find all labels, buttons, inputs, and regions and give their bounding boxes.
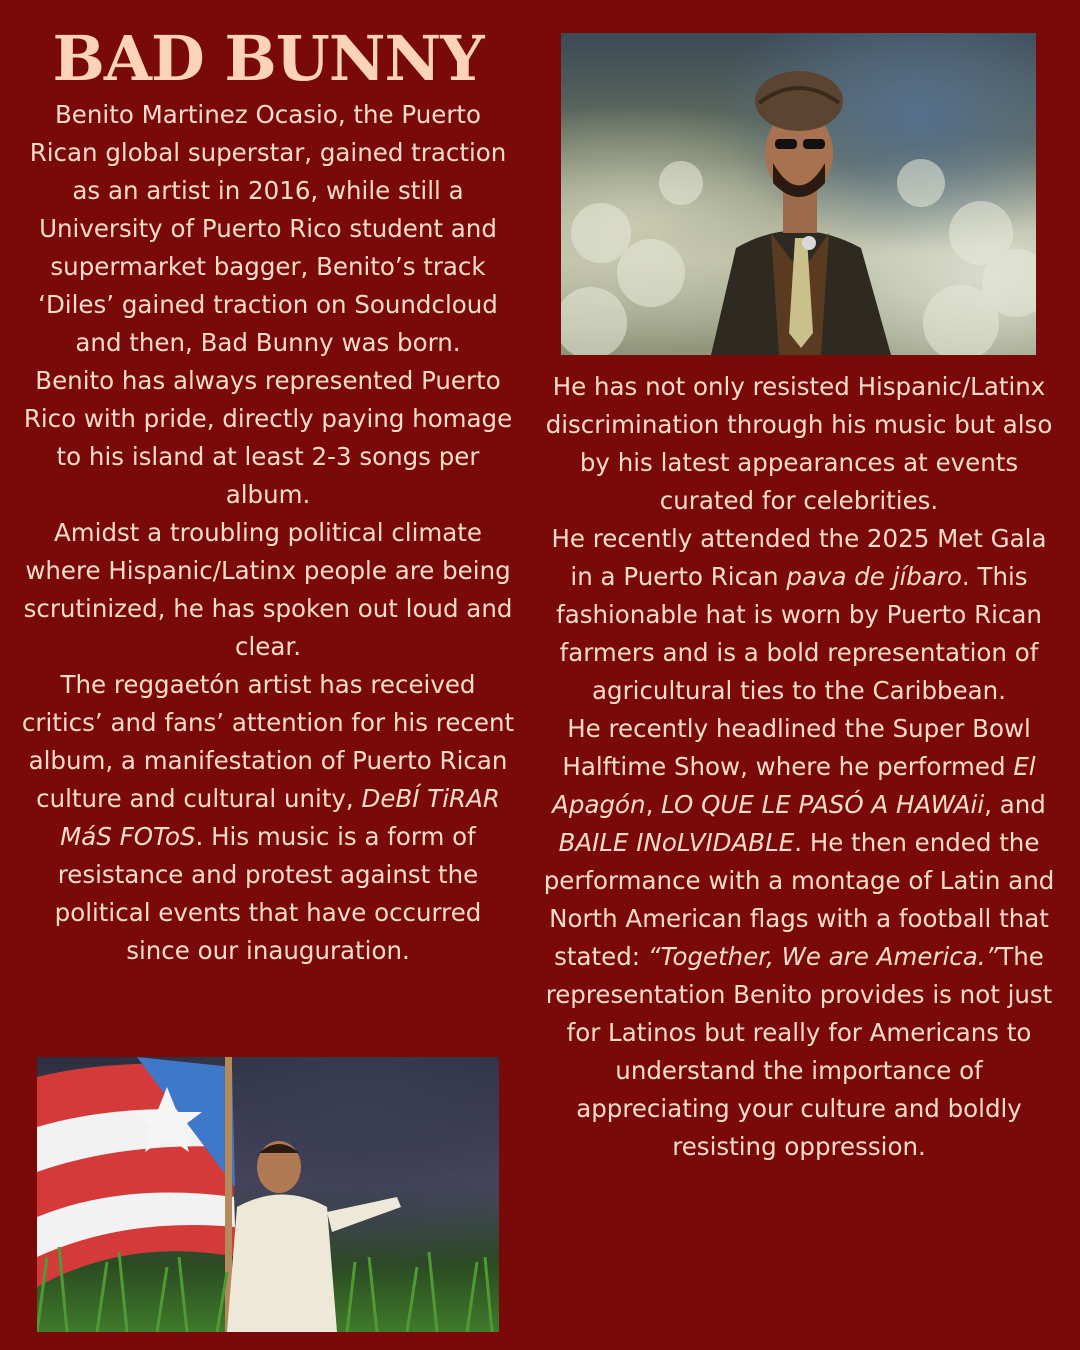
met-gala-photo — [561, 33, 1036, 355]
song-baile-inolvidable: BAILE INoLVIDABLE — [558, 828, 795, 857]
super-bowl-illustration — [37, 1057, 499, 1332]
left-column — [20, 22, 516, 970]
right-column — [538, 368, 1060, 1166]
page-title: BAD BUNNY — [52, 22, 484, 95]
hat-name: pava de jíbaro — [786, 562, 962, 591]
met-gala-illustration — [561, 33, 1036, 355]
paragraph-pride: Benito has always represented Puerto Rico with pride, directly paying homage to his island at least 2-3 songs per album. — [23, 366, 513, 509]
album-title: DeBÍ TiRAR MáS FOToS — [60, 784, 500, 851]
song-lo-que-le-paso: LO QUE LE PASÓ A HAWAii — [661, 790, 985, 819]
song-el-apagon: El Apagón — [552, 752, 1036, 819]
right-body — [538, 368, 1060, 1166]
paragraph-political-climate: Amidst a troubling political climate where Hispanic/Latinx people are being scrutinized, he has spoken out loud and clear. — [23, 518, 513, 661]
left-body — [20, 96, 516, 970]
paragraph-origin: Benito Martinez Ocasio, the Puerto Rican global superstar, gained traction as an artist in 2016, while still a University of Puerto Rico student and supermarket bagger, Benito’s track ‘Diles’ gained traction on Soundcloud and then, Bad Bunny was born. — [29, 100, 507, 357]
football-quote: “Together, We are America.” — [647, 942, 999, 971]
super-bowl-photo — [37, 1057, 499, 1332]
paragraph-album: The reggaetón artist has received critics’ and fans’ attention for his recent album, a manifestation of Puerto Rican culture and cultural unity, DeBÍ TiRAR MáS FOToS. His music is a form of resistance and protest against the political events that have occurred since our inauguration. — [21, 670, 515, 965]
paragraph-super-bowl: He recently headlined the Super Bowl Halftime Show, where he performed El Apagón, LO QUE LE PASÓ A HAWAii, and BAILE INoLVIDABLE. He then ended the performance with a montage of Latin and North American flags with a football that stated: “Together, We are America.”The representation Benito provides is not just for Latinos but really for Americans to understand the importance of appreciating your culture and boldly resisting oppression. — [543, 714, 1055, 1161]
paragraph-resistance: He has not only resisted Hispanic/Latinx discrimination through his music but also by his latest appearances at events curated for celebrities. — [545, 372, 1053, 515]
paragraph-met-gala: He recently attended the 2025 Met Gala in a Puerto Rican pava de jíbaro. This fashionable hat is worn by Puerto Rican farmers and is a bold representation of agricultural ties to the Caribbean. — [551, 524, 1047, 705]
